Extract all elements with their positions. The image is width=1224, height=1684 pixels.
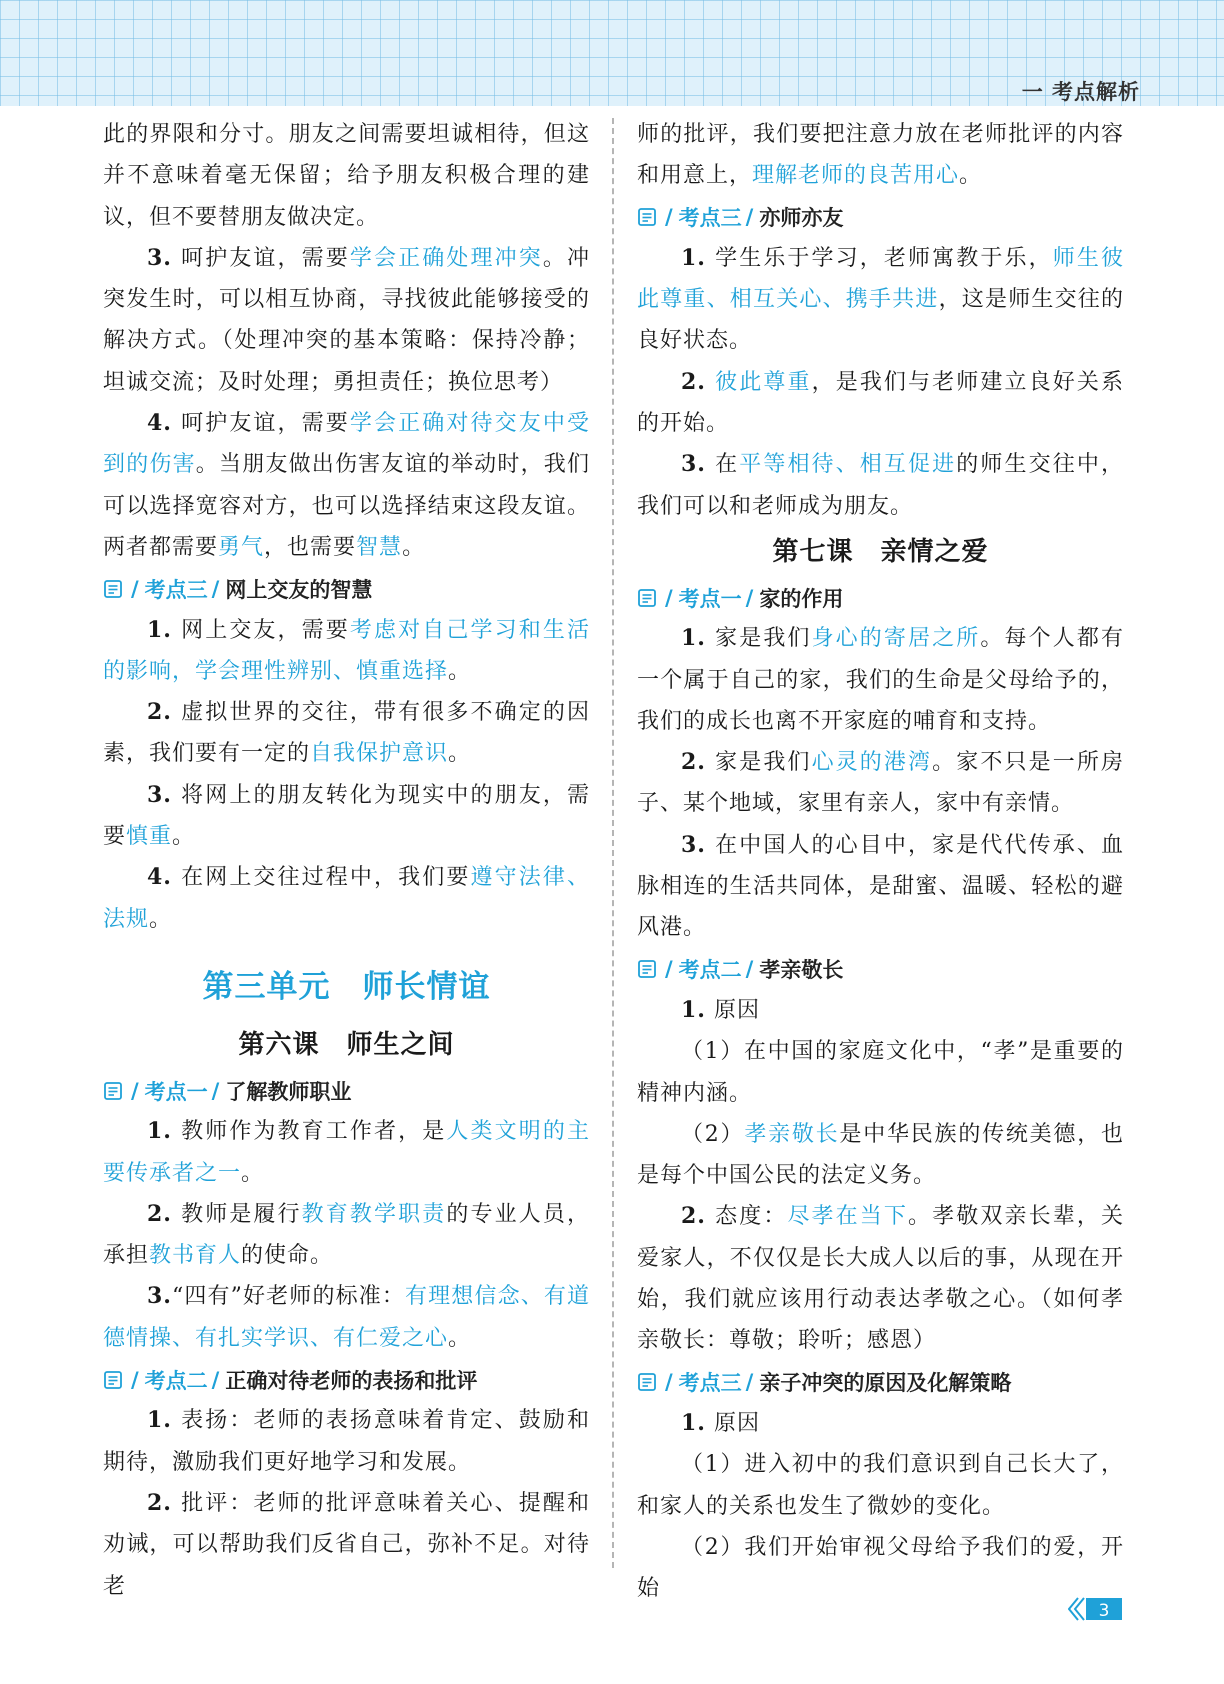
paragraph: （1）进入初中的我们意识到自己长大了，和家人的关系也发生了微妙的变化。 xyxy=(637,1452,1124,1519)
unit-title: 第三单元 师长情谊 xyxy=(202,968,491,1005)
paragraph: 1. 教师作为教育工作者，是人类文明的主要传承者之一。 xyxy=(103,1118,590,1186)
paragraph: 4. 在网上交往过程中，我们要遵守法律、法规。 xyxy=(103,864,590,932)
paragraph: 4. 呵护友谊，需要学会正确对待交友中受到的伤害。当朋友做出伤害友谊的举动时，我们可以选择宽容对方，也可以选择结束这段友谊。两者都需要勇气，也需要智慧。 xyxy=(103,410,590,560)
section-header: 一 考点解析 xyxy=(1021,80,1140,104)
paragraph: 此的界限和分寸。朋友之间需要坦诚相待，但这并不意味着毫无保留；给予朋友积极合理的建议，但不要替朋友做决定。 xyxy=(103,122,590,230)
notes-icon xyxy=(637,207,657,227)
left-column xyxy=(103,114,590,1607)
kaodian-heading: / 考点二 / 正确对待老师的表扬和批评 xyxy=(103,1359,590,1400)
paragraph: 1. 表扬：老师的表扬意味着肯定、鼓励和期待，激励我们更好地学习和发展。 xyxy=(103,1407,590,1475)
paragraph: 3. 将网上的朋友转化为现实中的朋友，需要慎重。 xyxy=(103,781,590,850)
paragraph: 3.“四有”好老师的标准：有理想信念、有道德情操、有扎实学识、有仁爱之心。 xyxy=(103,1283,590,1351)
kaodian-heading: / 考点三 / 网上交友的智慧 xyxy=(103,568,590,609)
kaodian-heading: / 考点一 / 家的作用 xyxy=(637,577,1124,618)
paragraph: 3. 在平等相待、相互促进的师生交往中，我们可以和老师成为朋友。 xyxy=(637,451,1124,519)
paragraph: （2）我们开始审视父母给予我们的爱，开始 xyxy=(637,1534,1124,1602)
paragraph: 1. 网上交友，需要考虑对自己学习和生活的影响，学会理性辨别、慎重选择。 xyxy=(103,616,590,684)
paragraph: 2. 虚拟世界的交往，带有很多不确定的因素，我们要有一定的自我保护意识。 xyxy=(103,699,590,767)
notes-icon xyxy=(103,579,123,599)
notes-icon xyxy=(103,1370,123,1390)
paragraph: （1）在中国的家庭文化中，“孝”是重要的精神内涵。 xyxy=(637,1039,1124,1106)
page-number: 3 xyxy=(1098,1601,1110,1621)
paragraph: 2. 彼此尊重，是我们与老师建立良好关系的开始。 xyxy=(637,368,1124,437)
kaodian-heading: / 考点三 / 亦师亦友 xyxy=(637,197,1124,238)
paragraph: 3. 呵护友谊，需要学会正确处理冲突。冲突发生时，可以相互协商，寻找彼此能够接受的解决方式。（处理冲突的基本策略：保持冷静；坦诚交流；及时处理；勇担责任；换位思考） xyxy=(103,244,590,395)
kaodian-heading: / 考点二 / 孝亲敬长 xyxy=(637,949,1124,990)
page-number-badge xyxy=(1068,1596,1122,1622)
notes-icon xyxy=(103,1081,123,1101)
notes-icon xyxy=(637,1372,657,1392)
paragraph: 3. 在中国人的心目中，家是代代传承、血脉相连的生活共同体，是甜蜜、温暖、轻松的避风港。 xyxy=(637,831,1124,941)
kaodian-heading: / 考点一 / 了解教师职业 xyxy=(103,1070,590,1111)
notes-icon xyxy=(637,959,657,979)
paragraph: 2. 家是我们心灵的港湾。家不只是一所房子、某个地域，家里有亲人，家中有亲情。 xyxy=(637,749,1124,817)
paragraph: 1. 学生乐于学习，老师寓教于乐，师生彼此尊重、相互关心、携手共进，这是师生交往的良好状态。 xyxy=(637,244,1124,354)
paragraph: 1. 家是我们身心的寄居之所。每个人都有一个属于自己的家，我们的生命是父母给予的，我们的成长也离不开家庭的哺育和支持。 xyxy=(637,625,1124,734)
paragraph: 师的批评，我们要把注意力放在老师批评的内容和用意上，理解老师的良苦用心。 xyxy=(637,122,1124,189)
paragraph: 2. 教师是履行教育教学职责的专业人员，承担教书育人的使命。 xyxy=(103,1200,590,1269)
paragraph: 1. 原因 xyxy=(681,996,760,1023)
kaodian-heading: / 考点三 / 亲子冲突的原因及化解策略 xyxy=(637,1362,1124,1403)
lesson-title: 第七课 亲情之爱 xyxy=(772,536,989,567)
column-divider xyxy=(612,118,614,1568)
paragraph: 1. 原因 xyxy=(681,1409,760,1436)
right-column xyxy=(637,114,1124,1609)
paragraph: 2. 态度：尽孝在当下。孝敬双亲长辈，关爱家人，不仅仅是长大成人以后的事，从现在开始，我们就应该用行动表达孝敬之心。（如何孝亲敬长：尊敬；聆听；感恩） xyxy=(637,1203,1124,1354)
notes-icon xyxy=(637,588,657,608)
paragraph: （2）孝亲敬长是中华民族的传统美德，也是每个中国公民的法定义务。 xyxy=(637,1121,1124,1189)
paragraph: 2. 批评：老师的批评意味着关心、提醒和劝诫，可以帮助我们反省自己，弥补不足。对待老 xyxy=(103,1489,590,1599)
lesson-title: 第六课 师生之间 xyxy=(238,1029,455,1060)
